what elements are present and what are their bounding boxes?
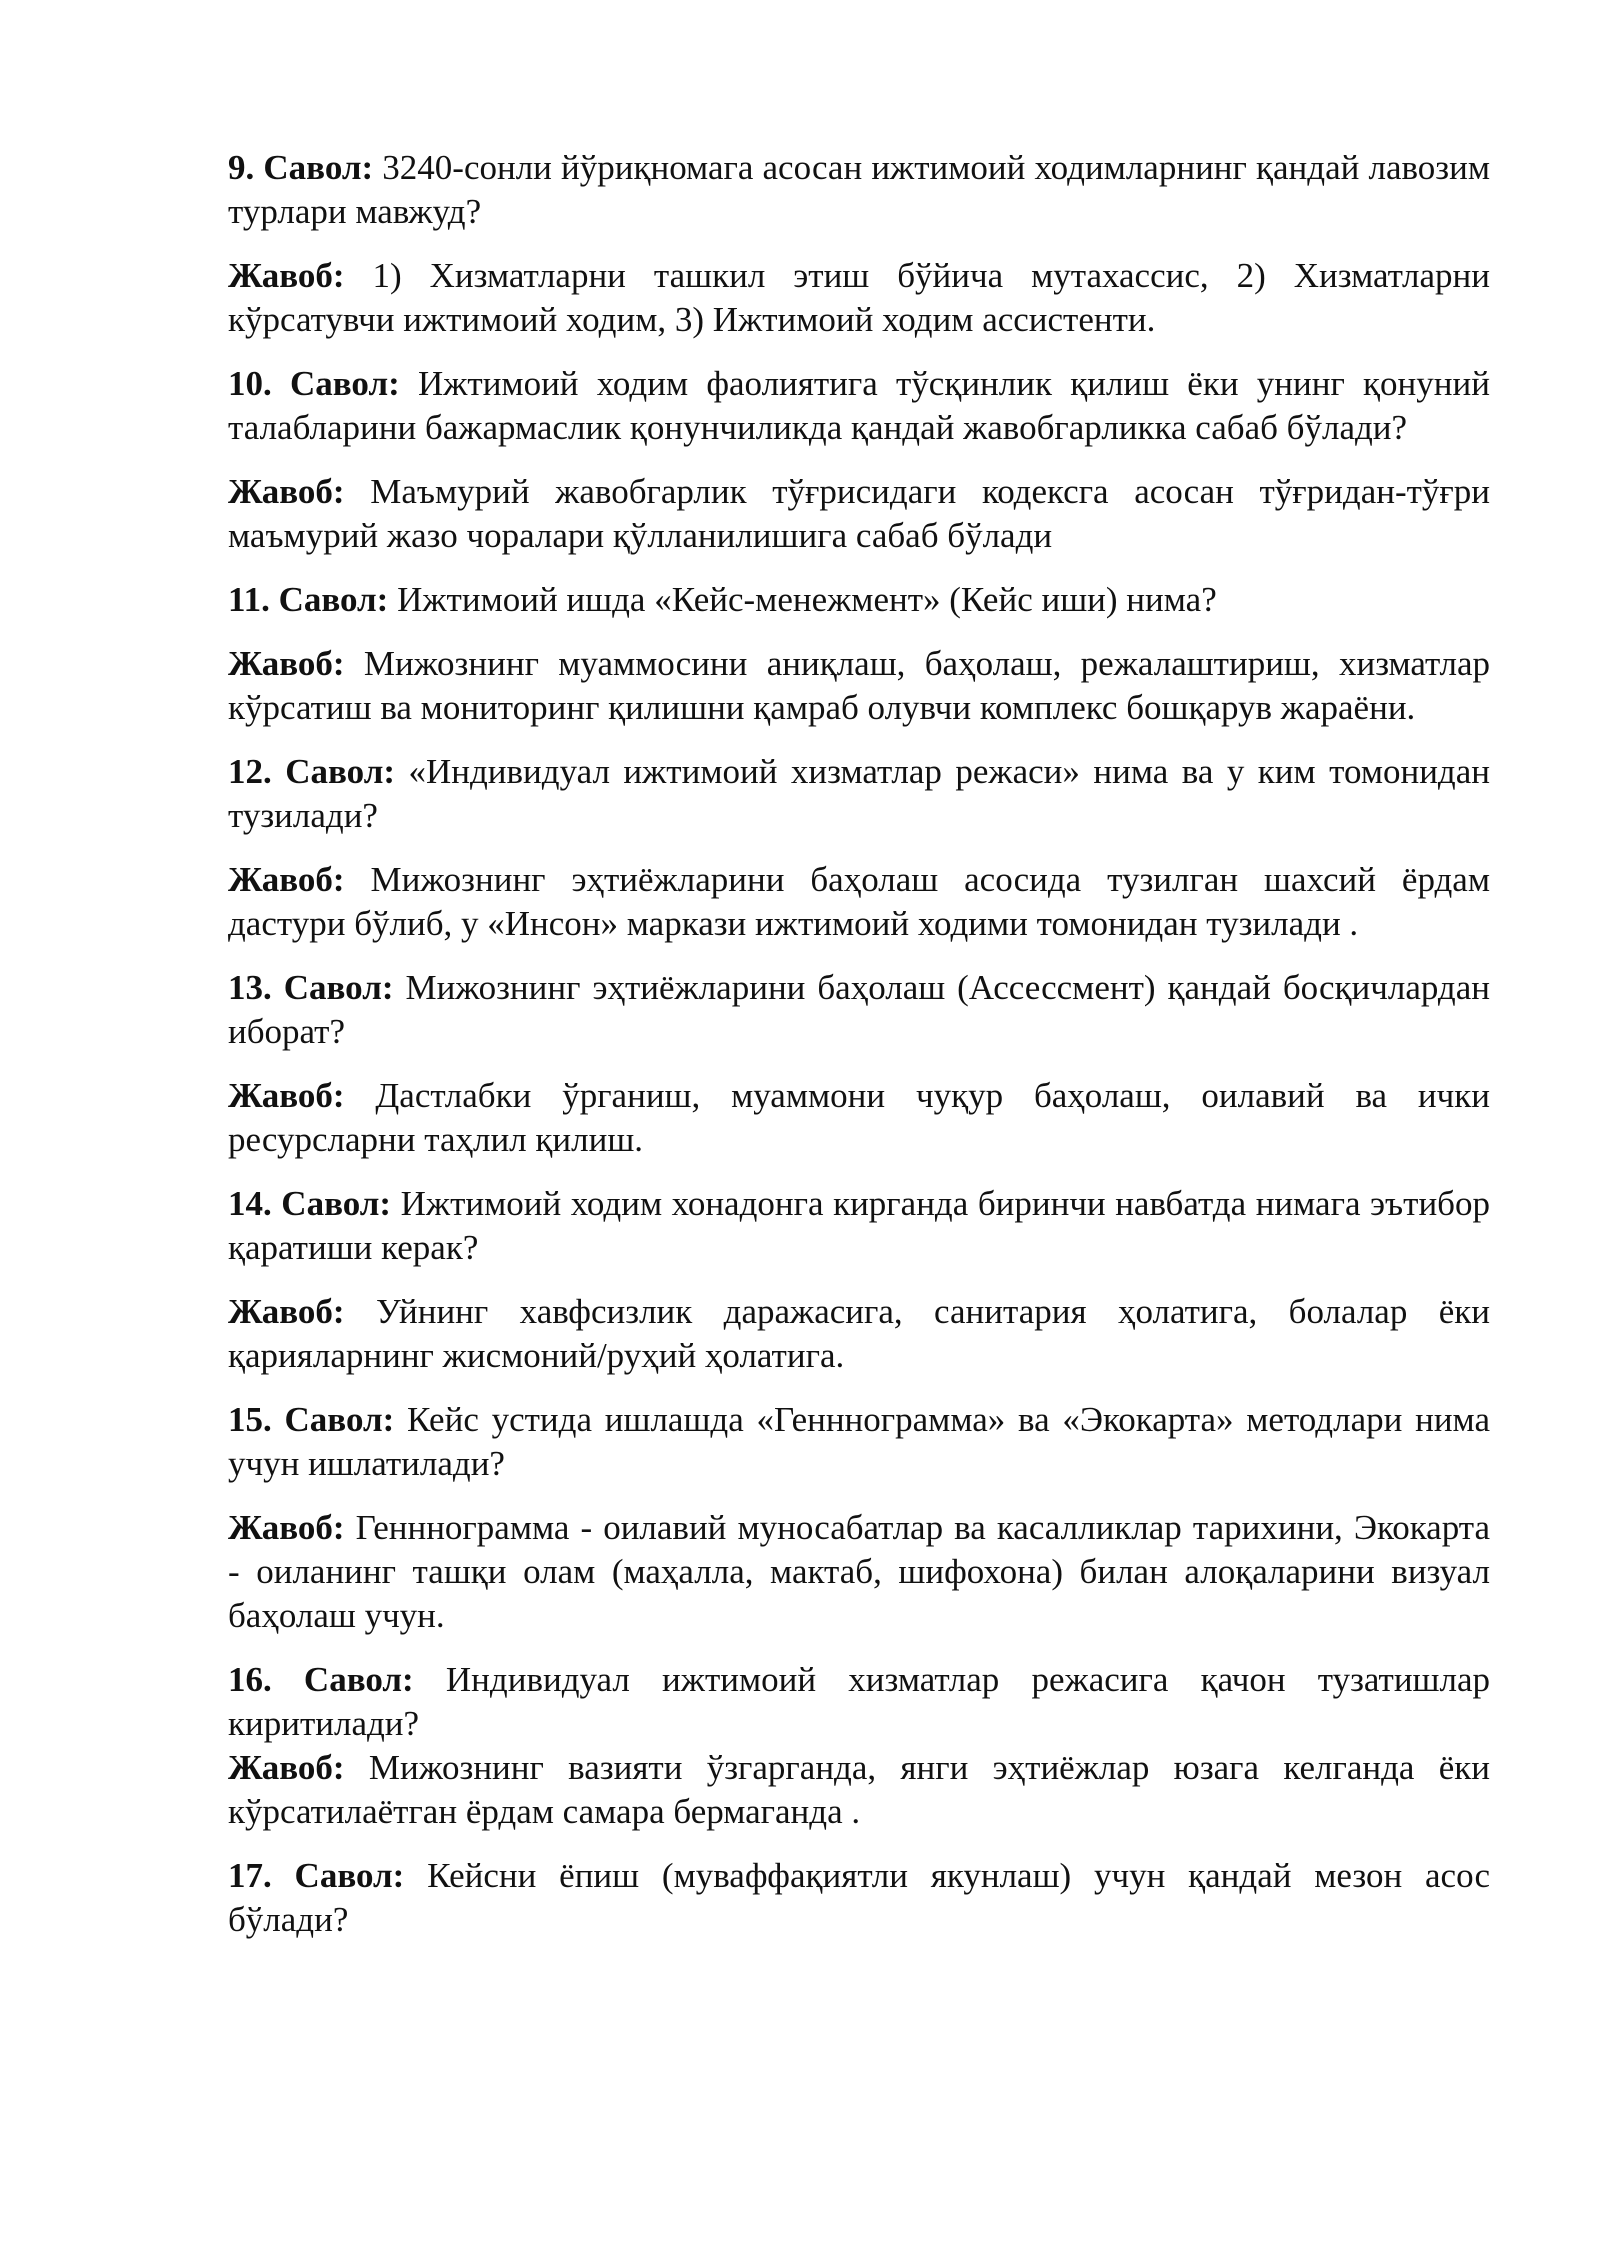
answer-label: Жавоб: — [228, 1508, 345, 1547]
answer-label: Жавоб: — [228, 256, 345, 295]
answer-15 — [228, 1506, 1490, 1638]
answer-10 — [228, 470, 1490, 558]
answer-label: Жавоб: — [228, 1076, 345, 1115]
question-label: 9. Савол: — [228, 148, 374, 187]
question-label: 10. Савол: — [228, 364, 400, 403]
answer-text: Мижознинг эҳтиёжларини баҳолаш асосида тузилган шахсий ёрдам дастури бўлиб, у «Инсон» маркази ижтимоий ходими томонидан тузилади . — [228, 860, 1490, 943]
question-label: 15. Савол: — [228, 1400, 395, 1439]
question-14 — [228, 1182, 1490, 1270]
question-text: Мижознинг эҳтиёжларини баҳолаш (Ассессмент) қандай босқичлардан иборат? — [228, 968, 1490, 1051]
answer-text: Маъмурий жавобгарлик тўғрисидаги кодексга асосан тўғридан-тўғри маъмурий жазо чоралари қўлланилишига сабаб бўлади — [228, 472, 1490, 555]
question-label: 13. Савол: — [228, 968, 394, 1007]
answer-label: Жавоб: — [228, 1748, 345, 1787]
question-text: Ижтимоий ходим хонадонга кирганда биринчи навбатда нимага эътибор қаратиши керак? — [228, 1184, 1490, 1267]
question-text: Индивидуал ижтимоий хизматлар режасига қачон тузатишлар киритилади? — [228, 1660, 1490, 1743]
answer-label: Жавоб: — [228, 644, 345, 683]
question-text: Кейс устида ишлашда «Генннограмма» ва «Экокарта» методлари нима учун ишлатилади? — [228, 1400, 1490, 1483]
question-17 — [228, 1854, 1490, 1942]
question-text: Кейсни ёпиш (муваффақиятли якунлаш) учун қандай мезон асос бўлади? — [228, 1856, 1490, 1939]
answer-text: Мижознинг вазияти ўзгарганда, янги эҳтиёжлар юзага келганда ёки кўрсатилаётган ёрдам самара бермаганда . — [228, 1748, 1490, 1831]
answer-text: Дастлабки ўрганиш, муаммони чуқур баҳолаш, оилавий ва ички ресурсларни таҳлил қилиш. — [228, 1076, 1490, 1159]
answer-text: 1) Хизматларни ташкил этиш бўйича мутахассис, 2) Хизматларни кўрсатувчи ижтимоий ходим, 3) Ижтимоий ходим ассистенти. — [228, 256, 1490, 339]
question-text: 3240-сонли йўриқномага асосан ижтимоий ходимларнинг қандай лавозим турлари мавжуд? — [228, 148, 1490, 231]
question-label: 16. Савол: — [228, 1660, 414, 1699]
answer-label: Жавоб: — [228, 1292, 345, 1331]
question-13 — [228, 966, 1490, 1054]
question-label: 14. Савол: — [228, 1184, 392, 1223]
question-15 — [228, 1398, 1490, 1486]
question-10 — [228, 362, 1490, 450]
answer-12 — [228, 858, 1490, 946]
question-11 — [228, 578, 1490, 622]
question-text: «Индивидуал ижтимоий хизматлар режаси» нима ва у ким томонидан тузилади? — [228, 752, 1490, 835]
answer-label: Жавоб: — [228, 860, 345, 899]
answer-9 — [228, 254, 1490, 342]
answer-16 — [228, 1746, 1490, 1834]
answer-text: Генннограмма - оилавий муносабатлар ва касалликлар тарихини, Экокарта - оиланинг ташқи олам (маҳалла, мактаб, шифохона) билан алоқаларини визуал баҳолаш учун. — [228, 1508, 1490, 1635]
question-16 — [228, 1658, 1490, 1746]
document-page — [228, 146, 1490, 1962]
question-label: 17. Савол: — [228, 1856, 405, 1895]
question-9 — [228, 146, 1490, 234]
question-label: 12. Савол: — [228, 752, 395, 791]
answer-text: Уйнинг хавфсизлик даражасига, санитария ҳолатига, болалар ёки қарияларнинг жисмоний/руҳий ҳолатига. — [228, 1292, 1490, 1375]
question-label: 11. Савол: — [228, 580, 389, 619]
answer-11 — [228, 642, 1490, 730]
answer-14 — [228, 1290, 1490, 1378]
question-12 — [228, 750, 1490, 838]
question-text: Ижтимоий ишда «Кейс-менежмент» (Кейс иши) нима? — [388, 580, 1217, 619]
answer-13 — [228, 1074, 1490, 1162]
answer-text: Мижознинг муаммосини аниқлаш, баҳолаш, режалаштириш, хизматлар кўрсатиш ва мониторинг қилишни қамраб олувчи комплекс бошқарув жараёни. — [228, 644, 1490, 727]
question-text: Ижтимоий ходим фаолиятига тўсқинлик қилиш ёки унинг қонуний талабларини бажармаслик қонунчиликда қандай жавобгарликка сабаб бўлади? — [228, 364, 1490, 447]
answer-label: Жавоб: — [228, 472, 345, 511]
